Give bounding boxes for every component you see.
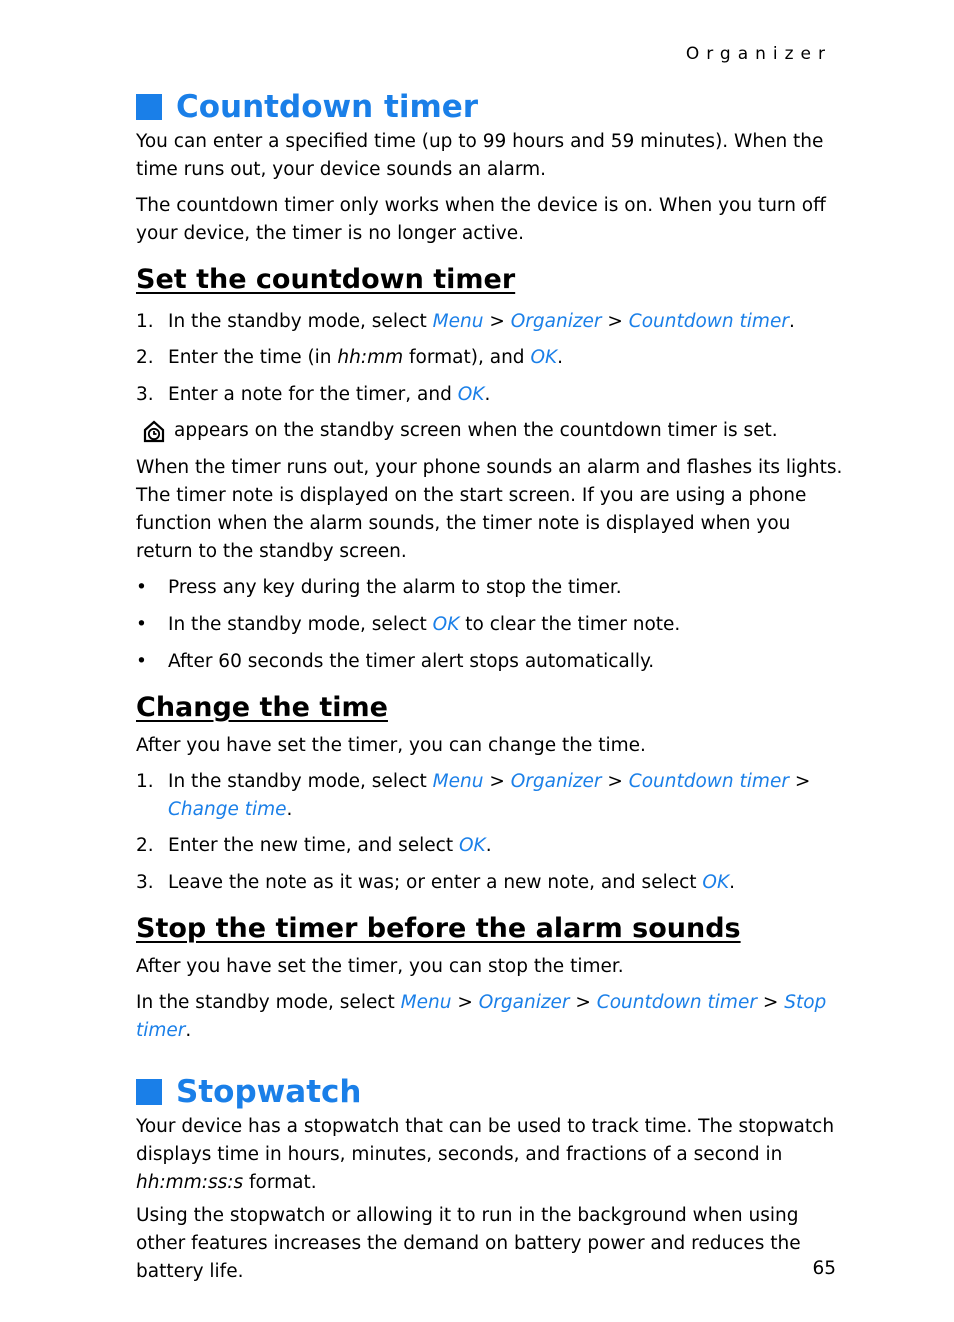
ok-link[interactable]: OK xyxy=(432,614,460,635)
countdown-para-1: You can enter a specified time (up to 99 hours and 59 minutes). When the time runs out, your device sounds an alarm. xyxy=(136,131,824,180)
set-countdown-heading: Set the countdown timer xyxy=(136,264,516,295)
change-time-heading: Change the time xyxy=(136,692,388,723)
organizer-link[interactable]: Organizer xyxy=(478,992,570,1013)
change-step-2: 2. Enter the new time, and select OK. xyxy=(136,835,492,856)
stop-timer-link[interactable]: Stop timer xyxy=(136,992,827,1041)
ok-link[interactable]: OK xyxy=(457,384,485,405)
heading-text: Stopwatch xyxy=(176,1074,362,1110)
set-step-2: 2. Enter the time (in hh:mm format), and OK. xyxy=(136,347,564,368)
ok-link[interactable]: OK xyxy=(702,872,730,893)
countdown-timer-link[interactable]: Countdown timer xyxy=(628,771,789,792)
bullet-2: • In the standby mode, select OK to clear the timer note. xyxy=(136,614,681,635)
stop-intro: After you have set the timer, you can stop the timer. xyxy=(136,956,624,977)
countdown-timer-link[interactable]: Countdown timer xyxy=(628,311,789,332)
change-time-link[interactable]: Change time xyxy=(168,799,287,820)
ok-link[interactable]: OK xyxy=(459,835,486,856)
bullet-1: • Press any key during the alarm to stop the timer. xyxy=(136,577,622,598)
running-header: Organizer xyxy=(685,44,832,64)
menu-link[interactable]: Menu xyxy=(432,771,484,792)
menu-link[interactable]: Menu xyxy=(400,992,452,1013)
timer-indicator-line: appears on the standby screen when the countdown timer is set. xyxy=(136,417,846,445)
square-bullet-icon xyxy=(136,1079,162,1105)
stop-instruction: In the standby mode, select Menu > Organizer > Countdown timer > Stop timer. xyxy=(136,992,827,1041)
stopwatch-para-1: Your device has a stopwatch that can be used to track time. The stopwatch displays time in hours, minutes, seconds, and fractions of a second in hh:mm:ss:s format. xyxy=(136,1116,835,1193)
countdown-timer-link[interactable]: Countdown timer xyxy=(596,992,757,1013)
bullet-3: • After 60 seconds the timer alert stops automatically. xyxy=(136,651,655,672)
change-intro: After you have set the timer, you can change the time. xyxy=(136,735,646,756)
set-step-3: 3. Enter a note for the timer, and OK. xyxy=(136,384,491,405)
countdown-para-2: The countdown timer only works when the device is on. When you turn off your device, the timer is no longer active. xyxy=(136,195,826,244)
change-step-1: 1. In the standby mode, select Menu > Organizer > Countdown timer > Change time. xyxy=(136,771,811,820)
set-step-1: 1. In the standby mode, select Menu > Organizer > Countdown timer. xyxy=(136,311,795,332)
menu-link[interactable]: Menu xyxy=(432,311,484,332)
organizer-link[interactable]: Organizer xyxy=(510,771,602,792)
heading-text: Countdown timer xyxy=(176,89,479,125)
square-bullet-icon xyxy=(136,94,162,120)
change-step-3: 3. Leave the note as it was; or enter a new note, and select OK. xyxy=(136,872,735,893)
timer-runs-out-para: When the timer runs out, your phone sounds an alarm and flashes its lights. The timer note is displayed on the start screen. If you are using a phone function when the alarm sounds, the timer note is displayed when you return to the standby screen. xyxy=(136,457,843,562)
stopwatch-heading xyxy=(136,1071,846,1113)
page-content xyxy=(136,86,846,1286)
stop-timer-heading: Stop the timer before the alarm sounds xyxy=(136,913,741,944)
countdown-timer-heading xyxy=(136,86,846,128)
ok-link[interactable]: OK xyxy=(530,347,558,368)
page-number: 65 xyxy=(812,1258,836,1279)
stopwatch-para-2: Using the stopwatch or allowing it to run in the background when using other features increases the demand on battery power and reduces the battery life. xyxy=(136,1205,801,1282)
organizer-link[interactable]: Organizer xyxy=(510,311,602,332)
countdown-timer-indicator-icon xyxy=(142,419,166,443)
